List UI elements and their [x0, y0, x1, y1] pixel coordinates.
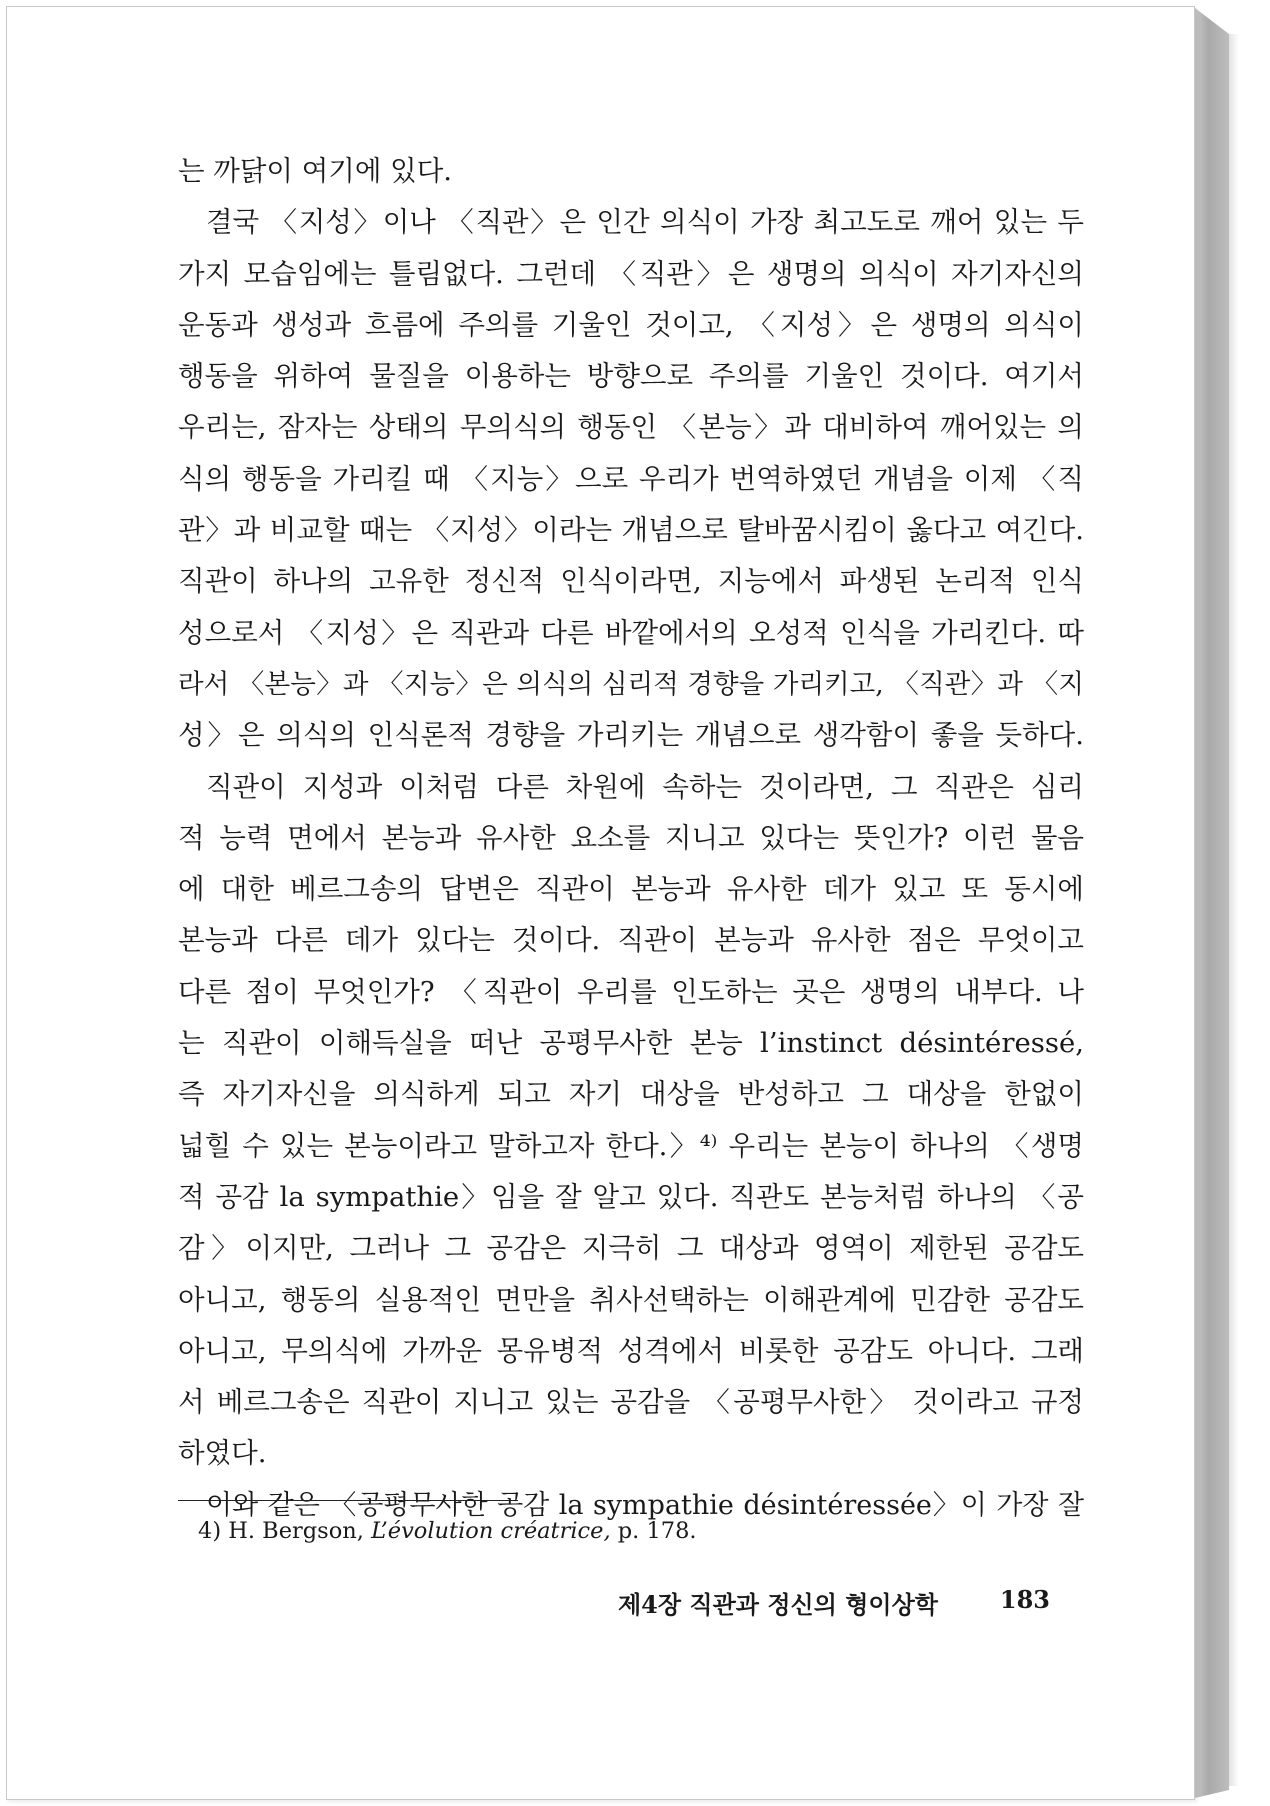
text-line: 직관이 지성과 이처럼 다른 차원에 속하는 것이라면, 그 직관은 심리: [206, 770, 1084, 803]
text-line: 결국 〈지성〉이나 〈직관〉은 인간 의식이 가장 최고도로 깨어 있는 두: [206, 206, 1084, 239]
footnote-author: H. Bergson,: [228, 1518, 364, 1544]
book-shadow: [1229, 34, 1239, 1786]
page-number: 183: [999, 1585, 1050, 1614]
footnote-page: p. 178.: [617, 1518, 697, 1544]
text-line: 적 공감 la sympathie〉임을 잘 알고 있다. 직관도 본능처럼 하나의 〈공: [178, 1180, 1084, 1213]
footnote-number: 4): [198, 1518, 222, 1544]
text-line: 라서 〈본능〉과 〈지능〉은 의식의 심리적 경향을 가리키고, 〈직관〉과 〈지: [178, 668, 1084, 700]
text-line: 넓힐 수 있는 본능이라고 말하고자 한다.〉⁴⁾ 우리는 본능이 하나의 〈생명: [178, 1129, 1084, 1162]
running-footer: [618, 1585, 1050, 1620]
text-line: 성으로서 〈지성〉은 직관과 다른 바깥에서의 오성적 인식을 가리킨다. 따: [178, 616, 1084, 649]
running-title: 제4장 직관과 정신의 형이상학: [618, 1590, 938, 1619]
text-line: 본능과 다른 데가 있다는 것이다. 직관이 본능과 유사한 점은 무엇이고: [178, 924, 1084, 957]
text-line: 관〉과 비교할 때는 〈지성〉이라는 개념으로 탈바꿈시킴이 옳다고 여긴다.: [178, 514, 1084, 547]
text-line: 아니고, 무의식에 가까운 몽유병적 성격에서 비롯한 공감도 아니다. 그래: [178, 1334, 1084, 1367]
text-line: 적 능력 면에서 본능과 유사한 요소를 지니고 있다는 뜻인가? 이런 물음: [178, 821, 1084, 854]
book-page-edge: [1195, 8, 1229, 1798]
text-line: 성〉은 의식의 인식론적 경향을 가리키는 개념으로 생각함이 좋을 듯하다.: [178, 719, 1084, 752]
text-line: 우리는, 잠자는 상태의 무의식의 행동인 〈본능〉과 대비하여 깨어있는 의: [178, 411, 1084, 444]
text-line: 는 직관이 이해득실을 떠난 공평무사한 본능 l’instinct désintéressé,: [178, 1027, 1084, 1060]
text-line: 식의 행동을 가리킬 때 〈지능〉으로 우리가 번역하였던 개념을 이제 〈직: [178, 462, 1084, 495]
text-line: 즉 자기자신을 의식하게 되고 자기 대상을 반성하고 그 대상을 한없이: [178, 1078, 1084, 1111]
footnote-rule: [178, 1500, 518, 1501]
text-line: 직관이 하나의 고유한 정신적 인식이라면, 지능에서 파생된 논리적 인식: [178, 565, 1084, 598]
text-line: 운동과 생성과 흐름에 주의를 기울인 것이고, 〈지성〉은 생명의 의식이: [178, 308, 1084, 341]
text-line: 다른 점이 무엇인가? 〈직관이 우리를 인도하는 곳은 생명의 내부다. 나: [178, 975, 1084, 1008]
text-line: 아니고, 행동의 실용적인 면만을 취사선택하는 이해관계에 민감한 공감도: [178, 1283, 1084, 1316]
footnote-title: L’évolution créatrice,: [371, 1518, 611, 1544]
body-text: [178, 146, 1084, 1531]
text-line: 에 대한 베르그송의 답변은 직관이 본능과 유사한 데가 있고 또 동시에: [178, 873, 1084, 906]
text-line: 행동을 위하여 물질을 이용하는 방향으로 주의를 기울인 것이다. 여기서: [178, 360, 1084, 393]
text-line: 는 까닭이 여기에 있다.: [178, 155, 453, 187]
footnote: [198, 1518, 697, 1544]
text-line: 감〉이지만, 그러나 그 공감은 지극히 그 대상과 영역이 제한된 공감도: [178, 1232, 1084, 1265]
text-line: 가지 모습임에는 틀림없다. 그런데 〈직관〉은 생명의 의식이 자기자신의: [178, 257, 1084, 290]
text-line: 서 베르그송은 직관이 지니고 있는 공감을 〈공평무사한〉 것이라고 규정: [178, 1386, 1084, 1419]
text-line: 하였다.: [178, 1437, 267, 1470]
text-line: 이와 같은 〈공평무사한 공감 la sympathie désintéressée〉이 가장 잘: [206, 1489, 1084, 1521]
